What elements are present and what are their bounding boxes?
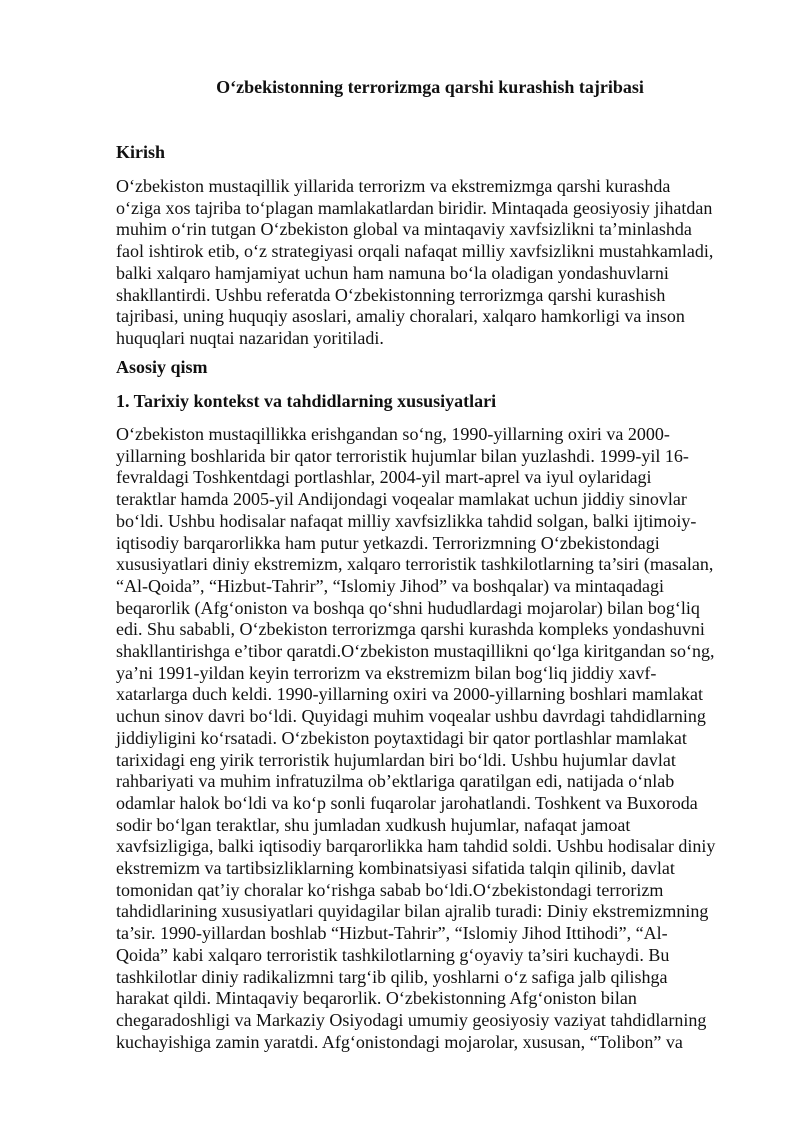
- text-line: chegaradoshligi va Markaziy Osiyodagi umumiy geosiyosiy vaziyat tahdidlarning: [116, 1009, 707, 1030]
- text-line: muhim o‘rin tutgan O‘zbekiston global va mintaqaviy xavfsizlikni ta’minlashda: [116, 219, 692, 240]
- heading-main: Asosiy qism: [116, 357, 208, 377]
- text-line: yillarning boshlarida bir qator terroristik hujumlar bilan yuzlashdi. 1999-yil 16-: [116, 445, 689, 466]
- text-line: teraktlar hamda 2005-yil Andijondagi voqealar mamlakat uchun jiddiy sinovlar: [116, 489, 687, 510]
- text-line: faol ishtirok etib, o‘z strategiyasi orqali nafaqat milliy xavfsizlikni mustahkamladi,: [116, 241, 714, 262]
- text-line: xususiyatlari diniy ekstremizm, xalqaro terroristik tashkilotlarning ta’siri (masalan,: [116, 554, 714, 575]
- document-title: O‘zbekistonning terrorizmga qarshi kurashish tajribasi: [216, 77, 644, 97]
- text-line: kuchayishiga zamin yaratdi. Afg‘onistondagi mojarolar, xususan, “Tolibon” va: [116, 1031, 683, 1052]
- text-line: xavfsizligiga, balki iqtisodiy barqarorlikka ham tahdid soldi. Ushbu hodisalar diniy: [116, 836, 716, 857]
- text-line: O‘zbekiston mustaqillik yillarida terrorizm va ekstremizmga qarshi kurashda: [116, 176, 671, 196]
- text-line: iqtisodiy barqarorlikka ham putur yetkazdi. Terrorizmning O‘zbekistondagi: [116, 532, 660, 553]
- text-line: tarixidagi eng yirik terroristik hujumlardan biri bo‘ldi. Ushbu hujumlar davlat: [116, 749, 676, 770]
- text-line: shakllantirdi. Ushbu referatda O‘zbekistonning terrorizmga qarshi kurashish: [116, 284, 666, 305]
- heading-section-1: 1. Tarixiy kontekst va tahdidlarning xususiyatlari: [116, 391, 497, 411]
- text-line: “Al-Qoida”, “Hizbut-Tahrir”, “Islomiy Jihod” va boshqalar) va mintaqadagi: [116, 575, 665, 596]
- text-line: tomonidan qat’iy choralar ko‘rishga sabab bo‘ldi.O‘zbekistondagi terrorizm: [116, 879, 664, 900]
- text-line: tashkilotlar diniy radikalizmni targ‘ib qilib, yoshlarni o‘z safiga jalb qilishga: [116, 966, 668, 987]
- text-line: o‘ziga xos tajriba to‘plagan mamlakatlardan biridir. Mintaqada geosiyosiy jihatdan: [116, 197, 713, 218]
- text-line: tajribasi, uning huquqiy asoslari, amaliy choralari, xalqaro hamkorligi va inson: [116, 306, 685, 327]
- text-line: O‘zbekiston mustaqillikka erishgandan so‘ng, 1990-yillarning oxiri va 2000-: [116, 424, 670, 444]
- text-line: uchun sinov davri bo‘ldi. Quyidagi muhim voqealar ushbu davrdagi tahdidlarning: [116, 706, 706, 727]
- text-line: fevraldagi Toshkentdagi portlashlar, 2004-yil mart-aprel va iyul oylaridagi: [116, 467, 652, 488]
- text-line: odamlar halok bo‘ldi va ko‘p sonli fuqarolar jarohatlandi. Toshkent va Buxoroda: [116, 792, 698, 813]
- text-line: Qoida” kabi xalqaro terroristik tashkilotlarning g‘oyaviy ta’siri kuchaydi. Bu: [116, 944, 670, 965]
- text-line: rahbariyati va muhim infratuzilma ob’ektlariga qaratilgan edi, natijada o‘nlab: [116, 771, 675, 792]
- text-line: xatarlarga duch keldi. 1990-yillarning oxiri va 2000-yillarning boshlari mamlakat: [116, 684, 704, 705]
- text-line: sodir bo‘lgan teraktlar, shu jumladan xudkush hujumlar, nafaqat jamoat: [116, 814, 631, 835]
- text-line: shakllantirishga e’tibor qaratdi.O‘zbekiston mustaqillikni qo‘lga kiritgandan so‘ng,: [116, 641, 715, 662]
- text-line: beqarorlik (Afg‘oniston va boshqa qo‘shni hududlardagi mojarolar) bilan bog‘liq: [116, 597, 700, 618]
- text-line: tahdidlarining xususiyatlari quyidagilar bilan ajralib turadi: Diniy ekstremizmning: [116, 901, 709, 922]
- text-line: balki xalqaro hamjamiyat uchun ham namuna bo‘la oladigan yondashuvlarni: [116, 262, 669, 283]
- text-line: bo‘ldi. Ushbu hodisalar nafaqat milliy xavfsizlikka tahdid solgan, balki ijtimoiy-: [116, 510, 697, 531]
- text-line: ekstremizm va tartibsizliklarning kombinatsiyasi sifatida talqin qilinib, davlat: [116, 858, 675, 879]
- text-line: jiddiyligini ko‘rsatadi. O‘zbekiston poytaxtidagi bir qator portlashlar mamlakat: [116, 727, 687, 748]
- text-line: ya’ni 1991-yildan keyin terrorizm va ekstremizm bilan bog‘liq jiddiy xavf-: [116, 662, 657, 683]
- text-line: ta’sir. 1990-yillardan boshlab “Hizbut-Tahrir”, “Islomiy Jihod Ittihodi”, “Al-: [116, 923, 668, 944]
- text-line: edi. Shu sababli, O‘zbekiston terrorizmga qarshi kurashda kompleks yondashuvni: [116, 619, 705, 640]
- text-line: harakat qildi. Mintaqaviy beqarorlik. O‘zbekistonning Afg‘oniston bilan: [116, 988, 637, 1009]
- heading-intro: Kirish: [116, 142, 166, 162]
- section-1-paragraph: [116, 424, 746, 1053]
- intro-paragraph: [116, 176, 746, 350]
- text-line: huquqlari nuqtai nazaridan yoritiladi.: [116, 327, 384, 348]
